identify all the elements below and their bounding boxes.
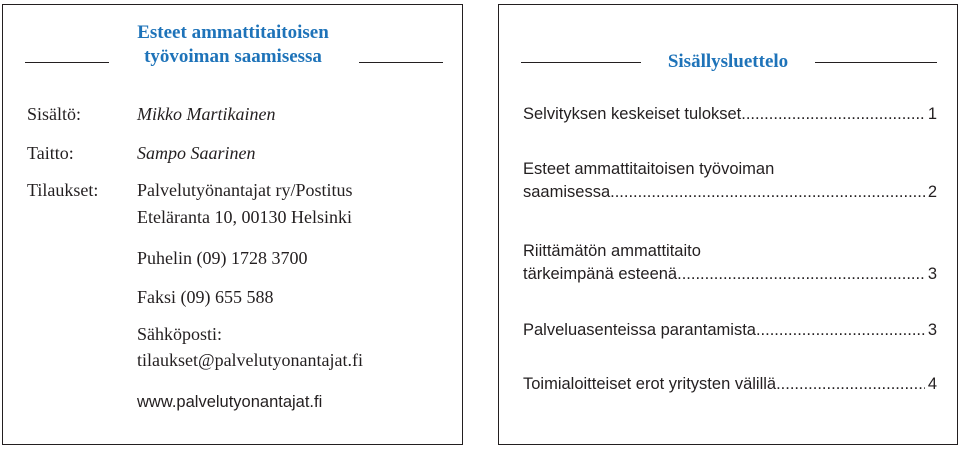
content-label: Sisältö: xyxy=(27,104,82,124)
toc-entry-3-title-line-1: Riittämätön ammattitaito xyxy=(523,242,701,260)
website-link[interactable]: www.palvelutyonantajat.fi xyxy=(137,393,323,411)
colophon-panel xyxy=(2,4,463,445)
toc-rule-left xyxy=(521,62,641,63)
toc-entry-2[interactable] xyxy=(523,158,937,204)
toc-title: Sisällysluettelo xyxy=(667,51,789,72)
content-author: Mikko Martikainen xyxy=(137,104,276,124)
toc-entry-3-page: 3 xyxy=(927,265,937,283)
title-rule-right xyxy=(359,62,443,63)
phone-number: Puhelin (09) 1728 3700 xyxy=(137,248,308,268)
orders-address: Eteläranta 10, 00130 Helsinki xyxy=(137,207,352,227)
toc-entry-5[interactable] xyxy=(523,373,937,396)
toc-entry-1-title: Selvityksen keskeiset tulokset xyxy=(523,105,742,123)
toc-leader xyxy=(677,263,925,286)
toc-entry-4-title: Palveluasenteissa parantamista xyxy=(523,321,756,339)
orders-label: Tilaukset: xyxy=(27,180,99,200)
toc-entry-3-title-line-2: tärkeimpänä esteenä xyxy=(523,265,678,283)
toc-leader xyxy=(776,373,925,396)
toc-leader xyxy=(610,181,925,204)
toc-entry-4-page: 3 xyxy=(927,321,937,339)
toc-leader xyxy=(741,103,925,126)
toc-entry-2-title-line-2: saamisessa xyxy=(523,183,611,201)
toc-entry-2-title-line-1: Esteet ammattitaitoisen työvoiman xyxy=(523,160,775,178)
toc-entry-5-page: 4 xyxy=(927,375,937,393)
layout-label: Taitto: xyxy=(27,143,74,163)
layout-designer: Sampo Saarinen xyxy=(137,143,256,163)
toc-panel xyxy=(498,4,958,445)
colophon-title-line-1: Esteet ammattitaitoisen xyxy=(137,22,329,43)
colophon-title-line-2: työvoiman saamisessa xyxy=(144,46,322,67)
toc-leader xyxy=(756,319,925,342)
toc-entry-3[interactable] xyxy=(523,240,937,286)
toc-entry-1-page: 1 xyxy=(927,105,937,123)
email-address[interactable]: tilaukset@palvelutyonantajat.fi xyxy=(137,350,364,370)
orders-organization: Palvelutyönantajat ry/Postitus xyxy=(137,180,353,200)
title-rule-left xyxy=(25,62,109,63)
toc-entry-5-title: Toimialoitteiset erot yritysten välillä xyxy=(523,375,777,393)
colophon-title xyxy=(93,21,373,69)
toc-entry-4[interactable] xyxy=(523,319,937,342)
toc-entry-1[interactable] xyxy=(523,103,937,126)
toc-entry-2-page: 2 xyxy=(927,183,937,201)
toc-rule-right xyxy=(815,62,937,63)
email-label: Sähköposti: xyxy=(137,324,223,344)
fax-number: Faksi (09) 655 588 xyxy=(137,287,274,307)
